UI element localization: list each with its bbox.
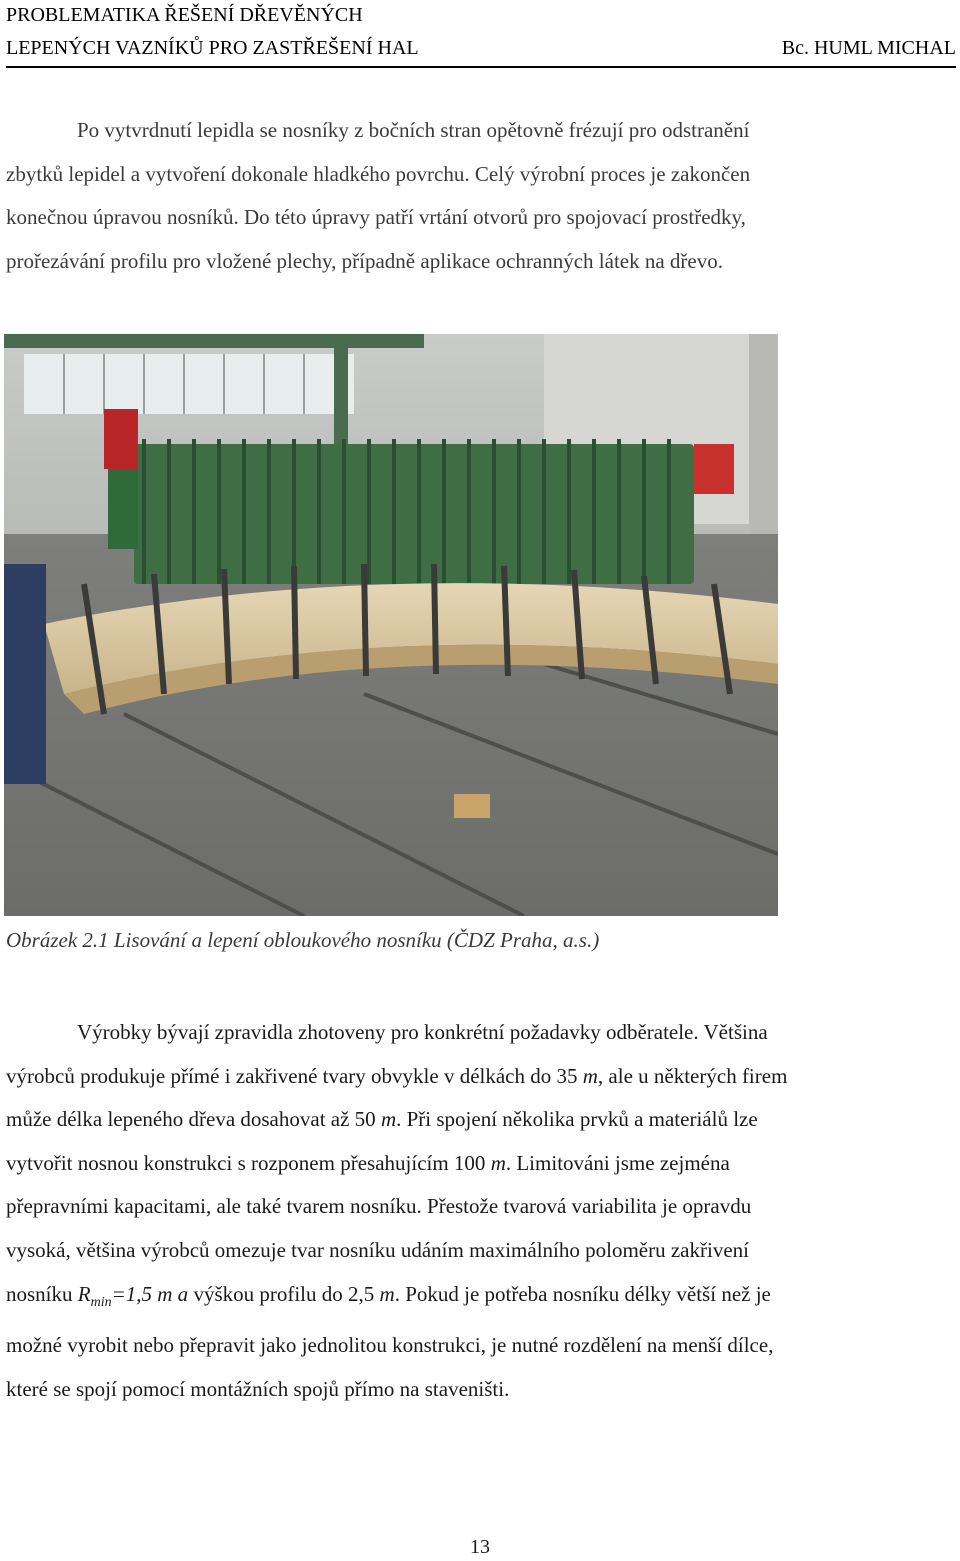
paragraph-line: které se spojí pomocí montážních spojů přímo na staveništi. xyxy=(6,1376,510,1401)
paragraph-line: možné vyrobit nebo přepravit jako jednolitou konstrukci, je nutné rozdělení na menší dílce, xyxy=(6,1333,774,1358)
paragraph-line: přepravními kapacitami, ale také tvarem nosníku. Přestože tvarová variabilita je opravdu xyxy=(6,1194,752,1219)
paragraph-line: výrobců produkuje přímé i zakřivené tvary obvykle v délkách do 35 m, ale u některých firem xyxy=(6,1063,788,1088)
paragraph-line: zbytků lepidel a vytvoření dokonale hladkého povrchu. Celý výrobní proces je zakončen xyxy=(6,161,751,186)
header-title-line2: LEPENÝCH VAZNÍKŮ PRO ZASTŘEŠENÍ HAL xyxy=(6,37,419,59)
photo-illustration xyxy=(4,334,778,916)
paragraph-2 xyxy=(6,1011,922,1412)
paragraph-line: vysoká, většina výrobců omezuje tvar nosníku udáním maximálního poloměru zakřivení xyxy=(6,1237,749,1262)
paragraph-line: vytvořit nosnou konstrukci s rozponem přesahujícím 100 m. Limitováni jsme zejména xyxy=(6,1150,730,1175)
header-author: Bc. HUML MICHAL xyxy=(781,37,956,59)
paragraph-line: nosníku $R_{min}=1,5$ m a výškou profilu do 2,5 m. Pokud je potřeba nosníku délky větší než je xyxy=(6,1281,771,1310)
paragraph-line: konečnou úpravou nosníků. Do této úpravy patří vrtání otvorů pro spojovací prostředky, xyxy=(6,205,746,230)
paragraph-1 xyxy=(6,109,922,283)
figure-photo-glulam-arch-press xyxy=(4,334,778,916)
paragraph-line: Výrobky bývají zpravidla zhotoveny pro konkrétní požadavky odběratele. Většina xyxy=(77,1020,768,1044)
paragraph-line: prořezávání profilu pro vložené plechy, případně aplikace ochranných látek na dřevo. xyxy=(6,248,723,273)
header-title-line1: PROBLEMATIKA ŘEŠENÍ DŘEVĚNÝCH xyxy=(6,4,363,26)
page-number: 13 xyxy=(470,1536,490,1558)
figure-caption: Obrázek 2.1 Lisování a lepení obloukového nosníku (ČDZ Praha, a.s.) xyxy=(6,928,600,952)
running-header xyxy=(6,0,956,68)
paragraph-line: může délka lepeného dřeva dosahovat až 50 m. Při spojení několika prvků a materiálů lze xyxy=(6,1107,758,1132)
paragraph-line: Po vytvrdnutí lepidla se nosníky z bočních stran opětovně frézují pro odstranění xyxy=(77,118,750,142)
